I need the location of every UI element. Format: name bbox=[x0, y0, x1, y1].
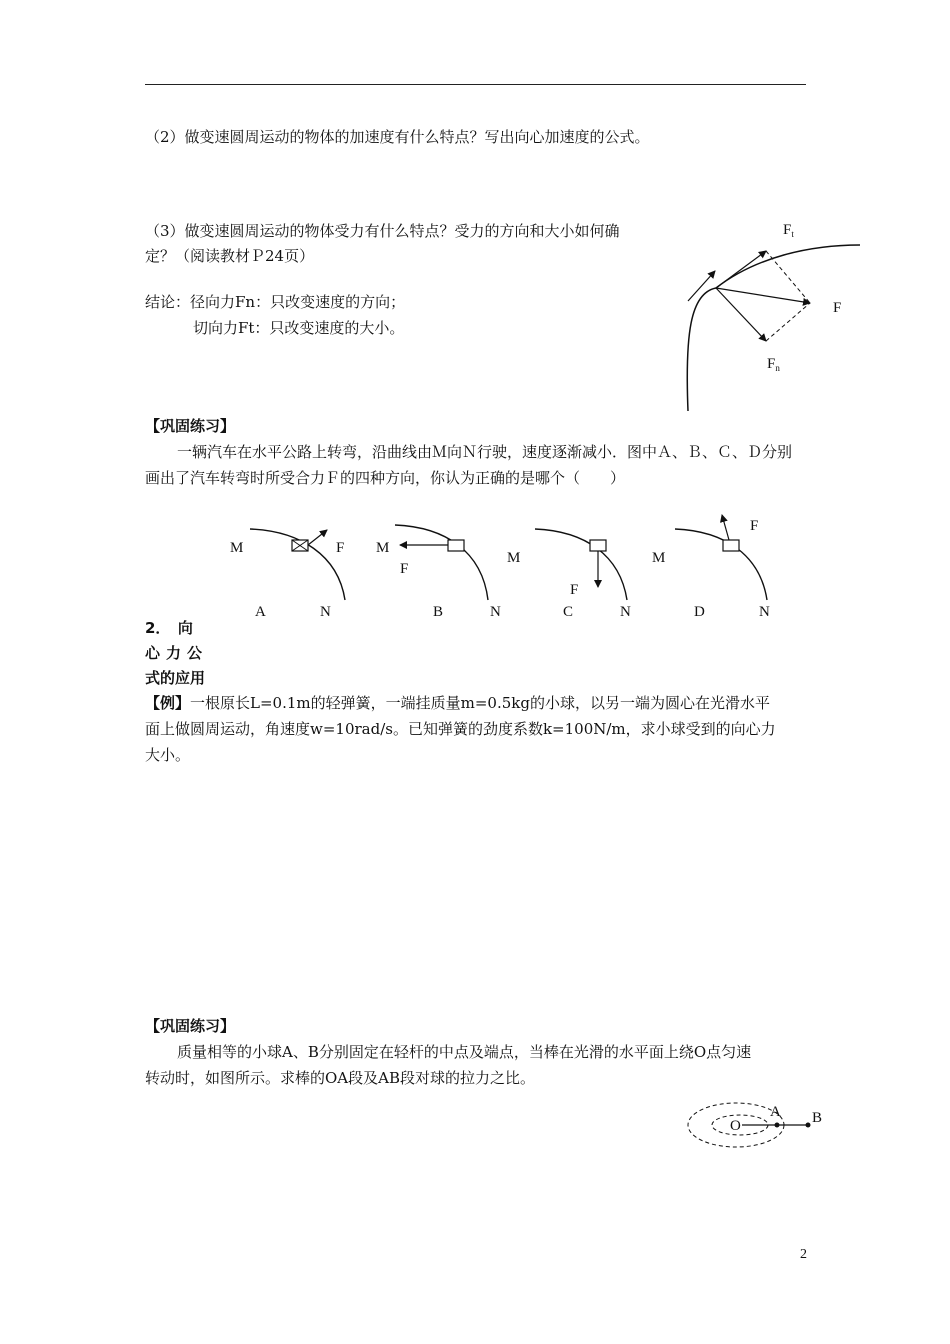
svg-text:D: D bbox=[694, 604, 705, 620]
rod-rotation-diagram bbox=[680, 1095, 830, 1155]
example-line-1: 【例】一根原长L=0.1m的轻弹簧，一端挂质量m=0.5kg的小球，以另一端为圆心在光滑水平 bbox=[145, 694, 770, 712]
ball-b bbox=[806, 1123, 811, 1128]
force-decomposition-diagram bbox=[670, 215, 870, 415]
svg-text:M: M bbox=[230, 540, 244, 556]
svg-text:N: N bbox=[759, 604, 770, 620]
example-tag: 【例】 bbox=[145, 694, 191, 712]
svg-text:N: N bbox=[490, 604, 501, 620]
ft-arrow bbox=[716, 251, 766, 288]
svg-text:M: M bbox=[376, 540, 390, 556]
f-label: F bbox=[833, 300, 842, 316]
dashed-edge-2 bbox=[766, 303, 810, 341]
label-o: O bbox=[730, 1118, 741, 1134]
practice-1-line-1: 一辆汽车在水平公路上转弯，沿曲线由Ｍ向Ｎ行驶，速度逐渐减小．图中Ａ、Ｂ、Ｃ、Ｄ分别 bbox=[177, 443, 793, 461]
question-3-line-1: （3）做变速圆周运动的物体受力有什么特点？受力的方向和大小如何确 bbox=[145, 222, 620, 240]
practice-2-line-2: 转动时，如图所示。求棒的OA段及AB段对球的拉力之比。 bbox=[145, 1069, 535, 1087]
label-b: B bbox=[812, 1110, 823, 1126]
svg-text:M: M bbox=[652, 550, 666, 566]
svg-text:N: N bbox=[620, 604, 631, 620]
section-2-line-2: 心力公 bbox=[145, 644, 209, 662]
svg-text:M: M bbox=[507, 550, 521, 566]
svg-text:F: F bbox=[400, 561, 409, 577]
example-line-2: 面上做圆周运动，角速度w=10rad/s。已知弹簧的劲度系数k=100N/m，求小球受到的向心力 bbox=[145, 720, 776, 738]
car-turn-options-figure bbox=[220, 505, 790, 625]
ft-label: $F_t$ bbox=[783, 222, 794, 239]
dashed-edge-1 bbox=[766, 251, 810, 303]
question-3-line-2: 定？（阅读教材Ｐ24页） bbox=[145, 247, 315, 265]
f-arrow bbox=[716, 288, 810, 303]
page-number: 2 bbox=[800, 1247, 807, 1262]
svg-text:A: A bbox=[255, 604, 266, 620]
svg-text:N: N bbox=[320, 604, 331, 620]
option-c bbox=[507, 529, 631, 620]
option-a bbox=[230, 529, 345, 620]
label-a: A bbox=[770, 1104, 781, 1120]
example-line-3: 大小。 bbox=[145, 746, 191, 764]
practice-1-heading: 【巩固练习】 bbox=[145, 417, 236, 435]
option-d bbox=[652, 515, 770, 620]
practice-2-heading: 【巩固练习】 bbox=[145, 1017, 236, 1035]
section-2-line-1: 2． 向 bbox=[145, 619, 193, 637]
fn-label: $F_n$ bbox=[767, 356, 780, 373]
option-b bbox=[376, 525, 501, 620]
svg-text:F: F bbox=[336, 540, 345, 556]
svg-text:C: C bbox=[563, 604, 574, 620]
ball-a bbox=[775, 1123, 780, 1128]
conclusion-line-2: 切向力Ft：只改变速度的大小。 bbox=[193, 319, 405, 337]
practice-2-line-1: 质量相等的小球A、B分别固定在轻杆的中点及端点，当棒在光滑的水平面上绕O点匀速 bbox=[177, 1043, 752, 1061]
practice-1-line-2: 画出了汽车转弯时所受合力Ｆ的四种方向，你认为正确的是哪个（ ） bbox=[145, 469, 626, 487]
header-rule bbox=[145, 84, 806, 85]
svg-text:F: F bbox=[570, 582, 579, 598]
svg-text:B: B bbox=[433, 604, 444, 620]
trajectory-curve bbox=[687, 245, 860, 411]
section-2-line-3: 式的应用 bbox=[145, 669, 206, 687]
fn-arrow bbox=[716, 288, 766, 341]
svg-text:F: F bbox=[750, 518, 759, 534]
conclusion-line-1: 结论：径向力Fn：只改变速度的方向； bbox=[145, 293, 406, 311]
question-2: （2）做变速圆周运动的物体的加速度有什么特点？写出向心加速度的公式。 bbox=[145, 128, 650, 146]
